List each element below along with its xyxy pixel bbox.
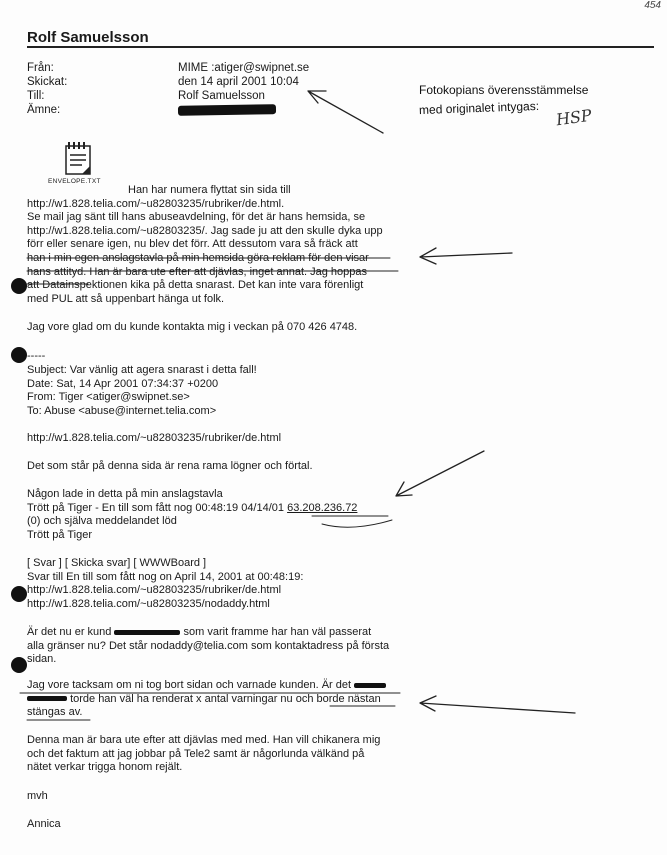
to-label: Till: <box>27 90 45 102</box>
text-line: att Datainspektionen kika på detta snarast. Det kan inte vara förenligt <box>27 279 364 292</box>
underline-last-lines <box>27 706 395 720</box>
ip-address: 63.208.236.72 <box>287 501 358 514</box>
attachment-filename[interactable]: ENVELOPE.TXT <box>48 178 101 185</box>
text-line: Svar till En till som fått nog on April 14, 2001 at 00:48:19: <box>27 570 304 583</box>
text-line: Någon lade in detta på min anslagstavla <box>27 488 223 500</box>
page-number-note: 454 <box>644 0 661 11</box>
certification-stamp-line1: Fotokopians överensstämmelse <box>419 83 589 97</box>
text-line: Date: Sat, 14 Apr 2001 07:34:37 +0200 <box>27 377 219 390</box>
separator-line: ----- <box>27 350 46 362</box>
text-line: Subject: Var vänlig att agera snarast i detta fall! <box>27 364 257 376</box>
paragraph-3: Det som står på denna sida är rena rama lögner och förtal. <box>27 460 313 472</box>
text-line: From: Tiger <atiger@swipnet.se> <box>27 391 190 404</box>
text-line: http://w1.828.telia.com/~u82803235/. Jag sade ju att den skulle dyka upp <box>27 224 383 237</box>
text-line: http://w1.828.telia.com/~u82803235/rubriker/de.html <box>27 584 282 597</box>
text-line: hans attityd. Han är bara ute efter att djävlas, inget annat. Jag hoppas <box>27 265 367 278</box>
arrow-to-ip <box>396 451 484 496</box>
text-line: http://w1.828.telia.com/~u82803235/nodaddy.html <box>27 597 270 610</box>
from-label: Från: <box>27 62 54 74</box>
text-line: Trött på Tiger <box>27 528 93 541</box>
text-line: (0) och själva meddelandet löd <box>27 515 177 528</box>
to-value: Rolf Samuelsson <box>178 90 265 102</box>
paragraph-2: Jag vore glad om du kunde kontakta mig i veckan på 070 426 4748. <box>27 321 358 333</box>
text-line: och det faktum att jag jobbar på Tele2 samt är någorlunda välkänd på <box>27 747 365 760</box>
url-line: http://w1.828.telia.com/~u82803235/rubriker/de.html <box>27 432 282 444</box>
ip-swoosh <box>322 520 392 527</box>
closing: mvh <box>27 790 48 802</box>
from-value: MIME :atiger@swipnet.se <box>178 62 310 74</box>
certification-stamp-line2: med originalet intygas: <box>418 98 540 118</box>
text-line: To: Abuse <abuse@internet.telia.com> <box>27 404 217 417</box>
text-line: Han har numera flyttat sin sida till <box>128 184 291 196</box>
text-line-part: Är det nu er kund <box>27 626 112 638</box>
page-title: Rolf Samuelsson <box>27 29 149 46</box>
text-line: http://w1.828.telia.com/~u82803235/rubriker/de.html. <box>27 197 285 210</box>
text-line-part: torde han väl ha renderat x antal varningar nu och borde nästan <box>70 692 381 705</box>
text-line: nätet verkar trigga honom rejält. <box>27 761 183 774</box>
arrow-to-paragraph <box>420 248 512 264</box>
text-line: alla gränser nu? Det står nodaddy@telia.com som kontaktadress på första <box>27 639 390 652</box>
text-line: [ Svar ] [ Skicka svar] [ WWWBoard ] <box>27 557 207 569</box>
arrow-to-header <box>308 91 383 133</box>
text-line: förr eller senare igen, nu blev det förr. Att dessutom vara så fräck att <box>27 238 358 251</box>
text-line: Denna man är bara ute efter att djävlas med med. Han vill chikanera mig <box>27 734 381 746</box>
sent-label: Skickat: <box>27 76 68 88</box>
sent-value: den 14 april 2001 10:04 <box>178 76 299 88</box>
text-line-part: Jag vore tacksam om ni tog bort sidan och varnade kunden. Är det <box>27 679 352 691</box>
text-line-part: Trött på Tiger - En till som fått nog 00:48:19 04/14/01 <box>27 501 288 514</box>
text-line: Se mail jag sänt till hans abuseavdelning, för det är hans hemsida, se <box>27 211 366 224</box>
arrow-to-request <box>420 696 575 713</box>
underline-paragraph <box>27 258 398 284</box>
certification-initials: HSP <box>554 105 593 130</box>
text-line: med PUL att så uppenbart hänga ut folk. <box>27 292 225 305</box>
signature: Annica <box>27 818 61 830</box>
text-line: sidan. <box>27 653 57 666</box>
text-line: stängas av. <box>27 706 83 719</box>
text-line-part: som varit framme har han väl passerat <box>183 626 372 638</box>
text-line: han i min egen anslagstavla på min hemsida göra reklam för den visar <box>27 251 369 264</box>
subject-label: Ämne: <box>27 104 61 116</box>
